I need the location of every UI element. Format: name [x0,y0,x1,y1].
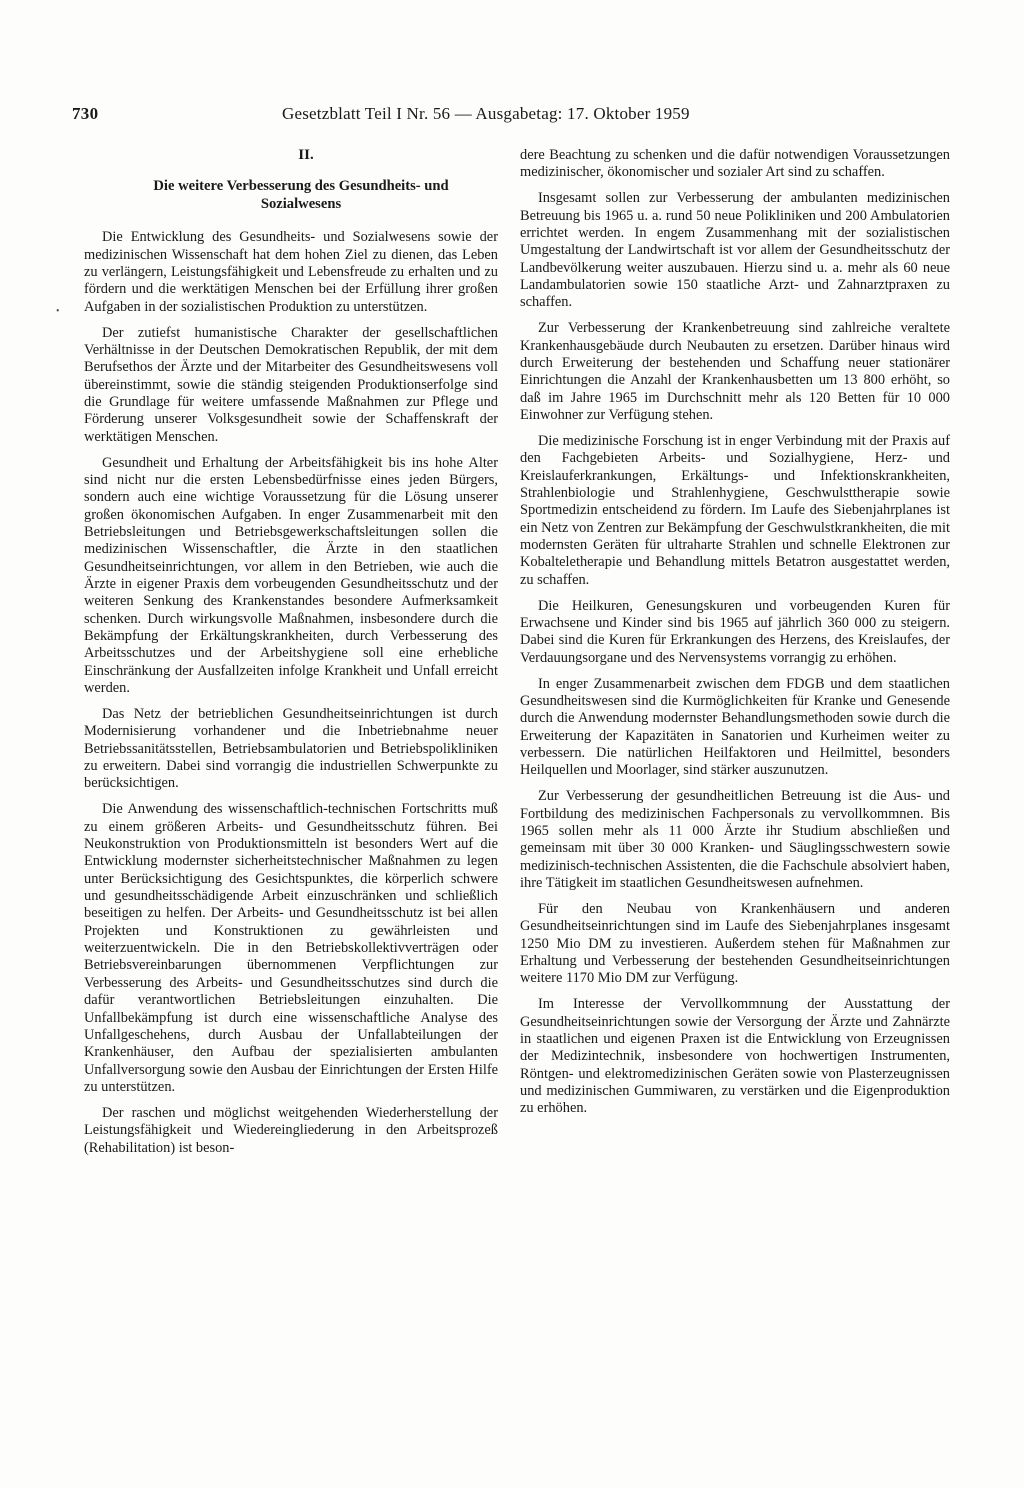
section-title-line-2: Sozialwesens [260,195,342,212]
right-paragraph-8: Für den Neubau von Krankenhäusern und anderen Gesundheitseinrichtungen sind im Laufe des Siebenjahrplanes insgesamt 1250 Mio DM zu investieren. Außerdem stehen für Maßnahmen zur Erhaltung und Verbesserung der bestehenden Gesundheitseinrichtungen weitere 1170 Mio DM zur Verfügung. [520,900,950,987]
left-paragraph-3: Gesundheit und Erhaltung der Arbeitsfähigkeit bis ins hohe Alter sind nicht nur die ersten Lebensbedürfnisse eines jeden Bürgers, sondern auch eine wichtige Voraussetzung für die Lösung unserer großen ökonomischen Aufgaben. In enger Zusammenarbeit mit den Betriebsleitungen und Betriebsgewerkschaftsleitungen sollen die medizinischen Wissenschaftler, die Ärzte in den staatlichen Gesundheitseinrichtungen, vor allem in den Betrieben, wie auch die Ärzte in eigener Praxis dem vorbeugenden Gesundheitsschutz und der weiteren Senkung des Krankenstandes besondere Aufmerksamkeit schenken. Durch wirkungsvolle Maßnahmen, insbesondere durch die Bekämpfung der Erkältungskrankheiten, durch Verbesserung des Arbeitsschutzes und der Arbeitshygiene soll eine erhebliche Einschränkung der Ausfallzeiten infolge Krankheit und Unfall erreicht werden. [84,454,498,697]
right-paragraph-2: Insgesamt sollen zur Verbesserung der ambulanten medizinischen Betreuung bis 1965 u. a. rund 50 neue Polikliniken und 200 Ambulatorien errichtet werden. In engem Zusammenhang mit der sozialistischen Umgestaltung der Landwirtschaft ist vor allem der Gesundheitsschutz der Landbevölkerung weiter auszubauen. Hierzu sind u. a. mehr als 60 neue Landambulatorien sowie 150 staatliche Arzt- und Zahnarztpraxen zu schaffen. [520,190,950,311]
right-paragraph-5: Die Heilkuren, Genesungskuren und vorbeugenden Kuren für Erwachsene und Kinder sind bis 1965 auf jährlich 360 000 zu steigern. Dabei sind die Kuren für Erkrankungen des Herzens, des Kreislaufes, der Verdauungsorgane und des Nervensystems vorrangig zu erhöhen. [520,597,950,666]
right-paragraph-7: Zur Verbesserung der gesundheitlichen Betreuung ist die Aus- und Fortbildung des medizinischen Fachpersonals zu vervollkommnen. Bis 1965 sollen mehr als 11 000 Ärzte ihr Studium abschließen und gemeinsam mit über 30 000 Kranken- und Säuglingsschwestern sowie medizinisch-technischen Assistenten, die die Fachschule absolviert haben, ihre Tätigkeit im staatlichen Gesundheitswesen aufnehmen. [520,788,950,891]
right-paragraph-9: Im Interesse der Vervollkommnung der Ausstattung der Gesundheitseinrichtungen sowie der Versorgung der Ärzte und Zahnärzte in staatlichen und eigenen Praxen ist die Entwicklung von Erzeugnissen der Medizintechnik, insbesondere von hochwertigen Instrumenten, Röntgen- und elektromedizinischen Geräten sowie von Plasterzeugnissen und medizinischen Gummiwaren, zu verstärken und die Eigenproduktion zu erhöhen. [520,996,950,1117]
left-paragraph-1: Die Entwicklung des Gesundheits- und Sozialwesens sowie der medizinischen Wissenschaft hat dem hohen Ziel zu dienen, das Leben zu verlängern, Leistungsfähigkeit und Lebensfreude zu erhalten und zu fördern und die werktätigen Menschen bei der Erfüllung ihrer großen Aufgaben in der sozialistischen Produktion zu unterstützen. [84,229,498,315]
margin-speck: • [56,306,60,317]
left-paragraph-4: Das Netz der betrieblichen Gesundheitseinrichtungen ist durch Modernisierung vorhandener und die Inbetriebnahme neuer Betriebssanitätsstellen, Betriebsambulatorien und Betriebspolikliniken zu erweitern. Dabei sind vorrangig die industriellen Schwerpunkte zu berücksichtigen. [84,706,498,792]
left-paragraph-5: Die Anwendung des wissenschaftlich-technischen Fortschritts muß zu einem größeren Arbeits- und Gesundheitsschutz führen. Bei Neukonstruktion von Produktionsmitteln ist besonders Wert auf die Entwicklung modernster sicherheitstechnischer Maßnahmen zu legen unter Berücksichtigung des Gesichtspunktes, die körperlich schwere und gesundheitsschädigende Arbeit einzuschränken und schließlich beseitigen zu helfen. Der Arbeits- und Gesundheitsschutz ist bei allen Projekten und Konstruktionen zu gewährleisten und weiterzuentwickeln. Die in den Betriebskollektivverträgen oder Betriebsvereinbarungen übernommenen Verpflichtungen zur Verbesserung des Arbeits- und Gesundheitsschutzes sind durch die dafür verantwortlichen Betriebsleitungen einzuhalten. Die Unfallbekämpfung ist durch eine wissenschaftliche Analyse des Unfallgeschehens, durch Ausbau der Unfallabteilungen der Krankenhäuser, den Aufbau der spezialisierten ambulanten Unfallversorgung sowie den Ausbau der Einrichtungen der Ersten Hilfe zu unterstützen. [84,801,498,1095]
right-paragraph-1: dere Beachtung zu schenken und die dafür notwendigen Voraussetzungen medizinischer, ökonomischer und sozialer Art sind zu schaffen. [520,147,950,181]
left-paragraph-6: Der raschen und möglichst weitgehenden Wiederherstellung der Leistungsfähigkeit und Wiedereingliederung in den Arbeitsprozeß (Rehabilitation) ist beson- [84,1104,498,1156]
right-paragraph-4: Die medizinische Forschung ist in enger Verbindung mit der Praxis auf den Fachgebieten Arbeits- und Sozialhygiene, Herz- und Kreislauferkrankungen, Erkältungs- und Infektionskrankheiten, Strahlenbiologie und Strahlenhygiene, Geschwulsttherapie sowie Sportmedizin entscheidend zu fördern. Im Laufe des Siebenjahrplanes ist ein Netz von Zentren zur Bekämpfung der Geschwulstkrankheiten, die mit modernsten Geräten für ultraharte Strahlen und schnelle Elektronen zur Kobalteletherapie und Behandlung mittels Betatron ausgestattet werden, zu schaffen. [520,432,950,588]
right-paragraph-6: In enger Zusammenarbeit zwischen dem FDGB und dem staatlichen Gesundheitswesen sind die Kurmöglichkeiten für Kranke und Genesende durch die Anwendung modernster Behandlungsmethoden sowie durch die Erweiterung der Kapazitäten in Sanatorien und Kurheimen weiter zu verbessern. Die natürlichen Heilfaktoren und Heilmittel, besonders Heilquellen und Moorlager, sind stärker auszunutzen. [520,675,950,779]
section-title [84,178,498,213]
left-paragraph-2: Der zutiefst humanistische Charakter der gesellschaftlichen Verhältnisse in der Deutschen Demokratischen Republik, der mit dem Berufsethos der Ärzte und der Mitarbeiter des Gesundheitswesens voll übereinstimmt, sowie die ständig steigenden Produktionserfolge sind die Grundlage für weitere umfassende Maßnahmen zur Pflege und Förderung unserer Volksgesundheit sowie der Schaffenskraft der werktätigen Menschen. [84,324,498,445]
right-column [520,147,950,1126]
right-paragraph-3: Zur Verbesserung der Krankenbetreuung sind zahlreiche veraltete Krankenhausgebäude durch Neubauten zu ersetzen. Darüber hinaus wird durch Erweiterung der bestehenden und Schaffung neuer stationärer Einrichtungen die Anzahl der Krankenhausbetten um 13 800 erhöht, so daß im Jahre 1965 im Durchschnitt mehr als 120 Betten für 10 000 Einwohner zur Verfügung stehen. [520,320,950,423]
running-title: Gesetzblatt Teil I Nr. 56 — Ausgabetag: 17. Oktober 1959 [282,104,690,123]
page-number: 730 [72,104,99,123]
left-column [84,147,498,1165]
section-number: II. [298,147,314,163]
page-header [72,104,952,130]
section-title-line-1: Die weitere Verbesserung des Gesundheits- und [153,178,449,195]
